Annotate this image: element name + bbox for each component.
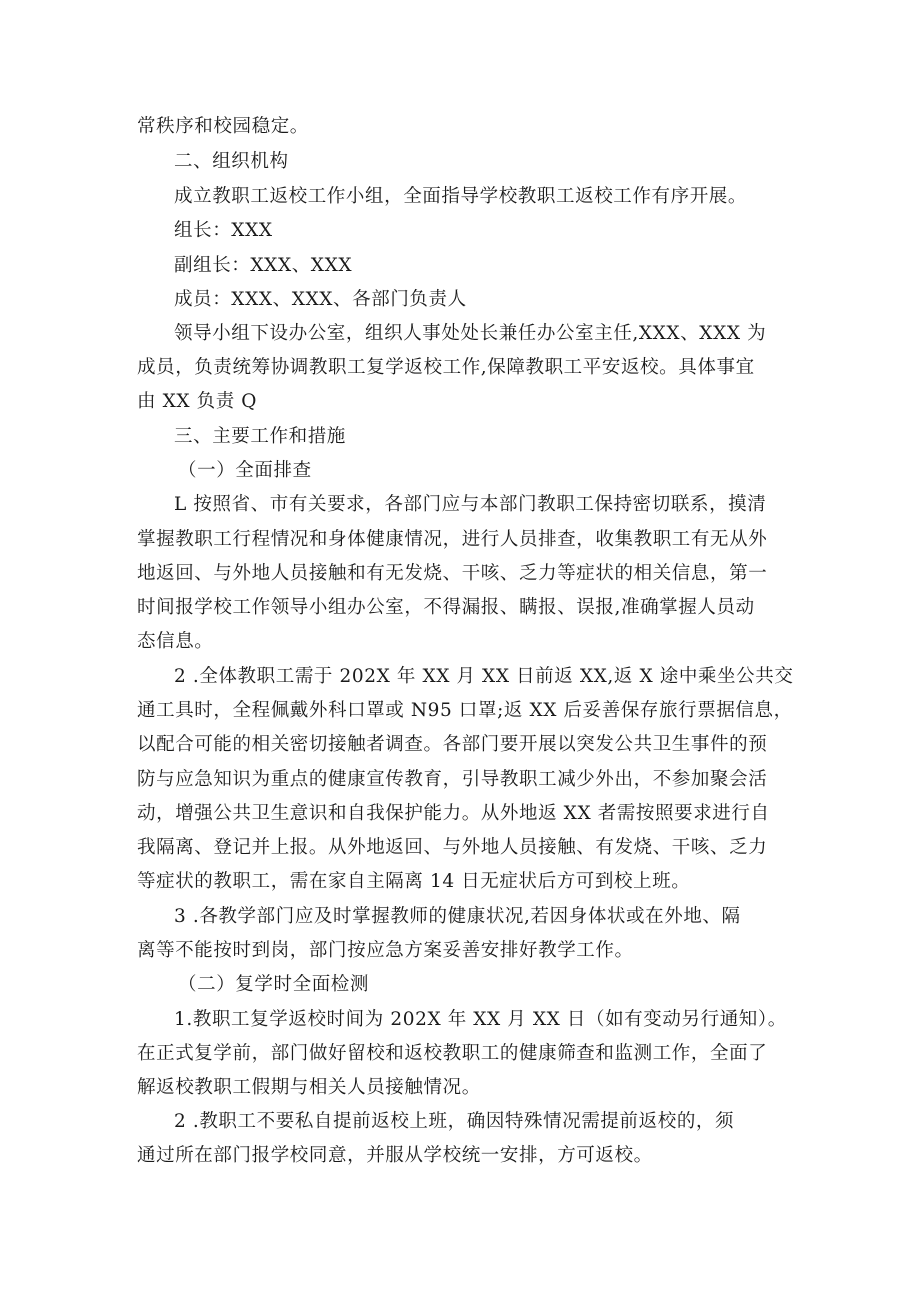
text-line: 动，增强公共卫生意识和自我保护能力。从外地返 XX 者需按照要求进行自: [137, 803, 770, 824]
section-heading: 二、组织机构: [174, 151, 289, 172]
text-line: 领导小组下设办公室，组织人事处处长兼任办公室主任,XXX、XXX 为: [174, 323, 767, 344]
text-line: 3 .各教学部门应及时掌握教师的健康状况,若因身体状或在外地、隔: [174, 906, 741, 927]
text-line: 通工具时，全程佩戴外科口罩或 N95 口罩;返 XX 后妥善保存旅行票据信息，: [137, 700, 793, 721]
text-line: 成员：XXX、XXX、各部门负责人: [174, 289, 467, 310]
subsection-heading: （二）复学时全面检测: [178, 974, 370, 995]
text-line: 副组长：XXX、XXX: [174, 255, 353, 276]
text-line: 成立教职工返校工作小组，全面指导学校教职工返校工作有序开展。: [174, 186, 748, 207]
text-line: 成员，负责统筹协调教职工复学返校工作,保障教职工平安返校。具体事宜: [137, 357, 755, 378]
text-line: 离等不能按时到岗，部门按应急方案妥善安排好教学工作。: [137, 940, 634, 961]
text-line: 以配合可能的相关密切接触者调查。各部门要开展以突发公共卫生事件的预: [137, 734, 768, 755]
text-line: 通过所在部门报学校同意，并服从学校统一安排，方可返校。: [137, 1145, 653, 1166]
text-line: 2 .教职工不要私自提前返校上班，确因特殊情况需提前返校的，须: [174, 1111, 735, 1132]
text-line: 时间报学校工作领导小组办公室，不得漏报、瞒报、误报,准确掌握人员动: [137, 597, 755, 618]
section-heading: 三、主要工作和措施: [174, 426, 346, 447]
text-line: 地返回、与外地人员接触和有无发烧、干咳、乏力等症状的相关信息，第一: [137, 563, 768, 584]
text-line: 态信息。: [137, 631, 214, 652]
text-line: 等症状的教职工，需在家自主隔离 14 日无症状后方可到校上班。: [137, 871, 691, 892]
text-line: 由 XX 负责 Q: [137, 391, 258, 412]
text-line: 常秩序和校园稳定。: [137, 116, 309, 137]
text-line: 组长：XXX: [174, 220, 273, 241]
subsection-heading: （一）全面排查: [178, 460, 312, 481]
text-line: 防与应急知识为重点的健康宣传教育，引导教职工减少外出，不参加聚会活: [137, 769, 768, 790]
text-line: 1.教职工复学返校时间为 202X 年 XX 月 XX 日（如有变动另行通知）。: [174, 1009, 787, 1030]
text-line: 在正式复学前，部门做好留校和返校教职工的健康筛查和监测工作，全面了: [137, 1043, 768, 1064]
text-line: L 按照省、市有关要求，各部门应与本部门教职工保持密切联系，摸清: [174, 494, 767, 515]
text-line: 我隔离、登记并上报。从外地返回、与外地人员接触、有发烧、干咳、乏力: [137, 837, 768, 858]
text-line: 2 .全体教职工需于 202X 年 XX 月 XX 日前返 XX,返 X 途中乘坐公共交: [174, 666, 794, 687]
text-line: 掌握教职工行程情况和身体健康情况，进行人员排查，收集教职工有无从外: [137, 529, 768, 550]
text-line: 解返校教职工假期与相关人员接触情况。: [137, 1077, 481, 1098]
